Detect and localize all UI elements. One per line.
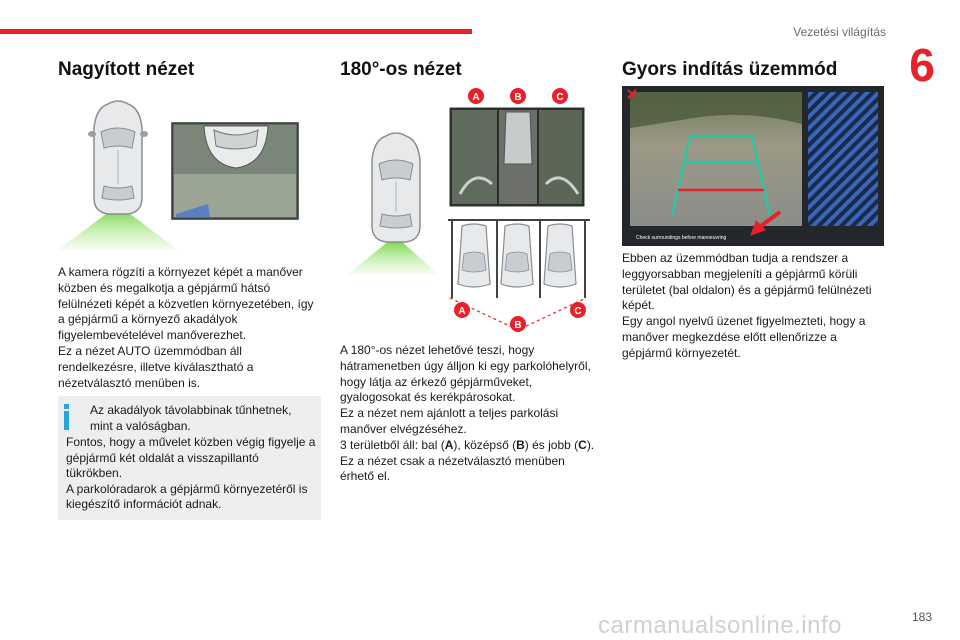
label-a-top — [468, 88, 484, 104]
top-view-placeholder — [808, 92, 878, 226]
quick-start-text: Ebben az üzemmódban tudja a rendszer a leggyorsabban megjeleníti a gépjármű körüli területet (bal oldalon) és a gépjármű felülnézeti képét. Egy angol nyelvű üzenet figyelmezteti, hogy a manőver megkezdése előtt ellenőrizze a gépjármű környezetét. — [622, 251, 872, 360]
svg-text:B: B — [514, 320, 522, 331]
zoomed-view-title: Nagyított nézet — [58, 59, 195, 80]
label-a-bottom — [454, 302, 470, 318]
car-top-view-icon — [88, 101, 148, 214]
column-quick-start — [622, 58, 837, 82]
car-top-view-icon — [372, 133, 420, 242]
svg-text:B: B — [514, 92, 522, 103]
page-number: 183 — [911, 610, 932, 624]
column-180-view — [340, 58, 462, 82]
svg-text:C: C — [556, 92, 564, 103]
svg-text:C: C — [574, 306, 582, 317]
zoomed-view-illustration — [58, 96, 320, 252]
rear-camera-image — [172, 123, 298, 219]
parking-lot-diagram — [448, 220, 590, 330]
zoomed-view-text: A kamera rögzíti a környezet képét a manőver közben és megalkotja a gépjármű hátsó felülnézeti képét a közvetlen környezetében, így a gépjármű a környező akadályok figyelembevételével manőverezhet. Ez a nézet AUTO üzemmódban áll rendelkezésre, illetve kiválasztható a nézetválasztó menüben is. — [58, 265, 314, 390]
info-note — [58, 396, 321, 520]
label-b-bottom — [510, 316, 526, 332]
note-rest-text: Fontos, hogy a művelet közben végig figyelje a gépjármű két oldalát a visszapillantó tükrökben. A parkolóradarok a gépjármű környezetéről is kiegészítő információt adnak. — [66, 435, 316, 512]
label-b-top — [510, 88, 526, 104]
note-first-text: Az akadályok távolabbinak tűnhetnek, mint a valóságban. — [90, 403, 292, 433]
info-icon — [63, 404, 71, 430]
column-zoomed-view — [58, 58, 194, 82]
svg-text:A: A — [458, 306, 466, 317]
screen-warning-message: Check surroundings before manoeuvring — [636, 235, 727, 241]
180-view-text: A 180°-os nézet lehetővé teszi, hogy hátramenetben úgy álljon ki egy parkolóhelyről, hogy látja az érkező gépjárműveket, gyalogosokat és kerékpárosokat. Ez a nézet nem ajánlott a teljes parkolási manőver elvégzéséhez. 3 területből áll: bal (A), középső (B) és jobb (C). Ez a nézet csak a nézetválasztó menüben érhető el. — [340, 343, 595, 484]
label-c-top — [552, 88, 568, 104]
chapter-number: 6 — [909, 39, 935, 91]
quick-start-title: Gyors indítás üzemmód — [622, 59, 838, 80]
quick-start-screen — [622, 86, 884, 246]
svg-text:A: A — [472, 92, 480, 103]
180-view-title: 180°-os nézet — [340, 59, 462, 80]
watermark: carmanualsonline.info — [598, 612, 842, 639]
label-c-bottom — [570, 302, 586, 318]
section-title: Vezetési világítás — [793, 25, 886, 39]
180-view-illustration — [340, 84, 602, 334]
top-accent-bar — [0, 29, 472, 34]
panoramic-camera-image — [450, 108, 584, 206]
camera-field-of-view — [348, 240, 438, 274]
